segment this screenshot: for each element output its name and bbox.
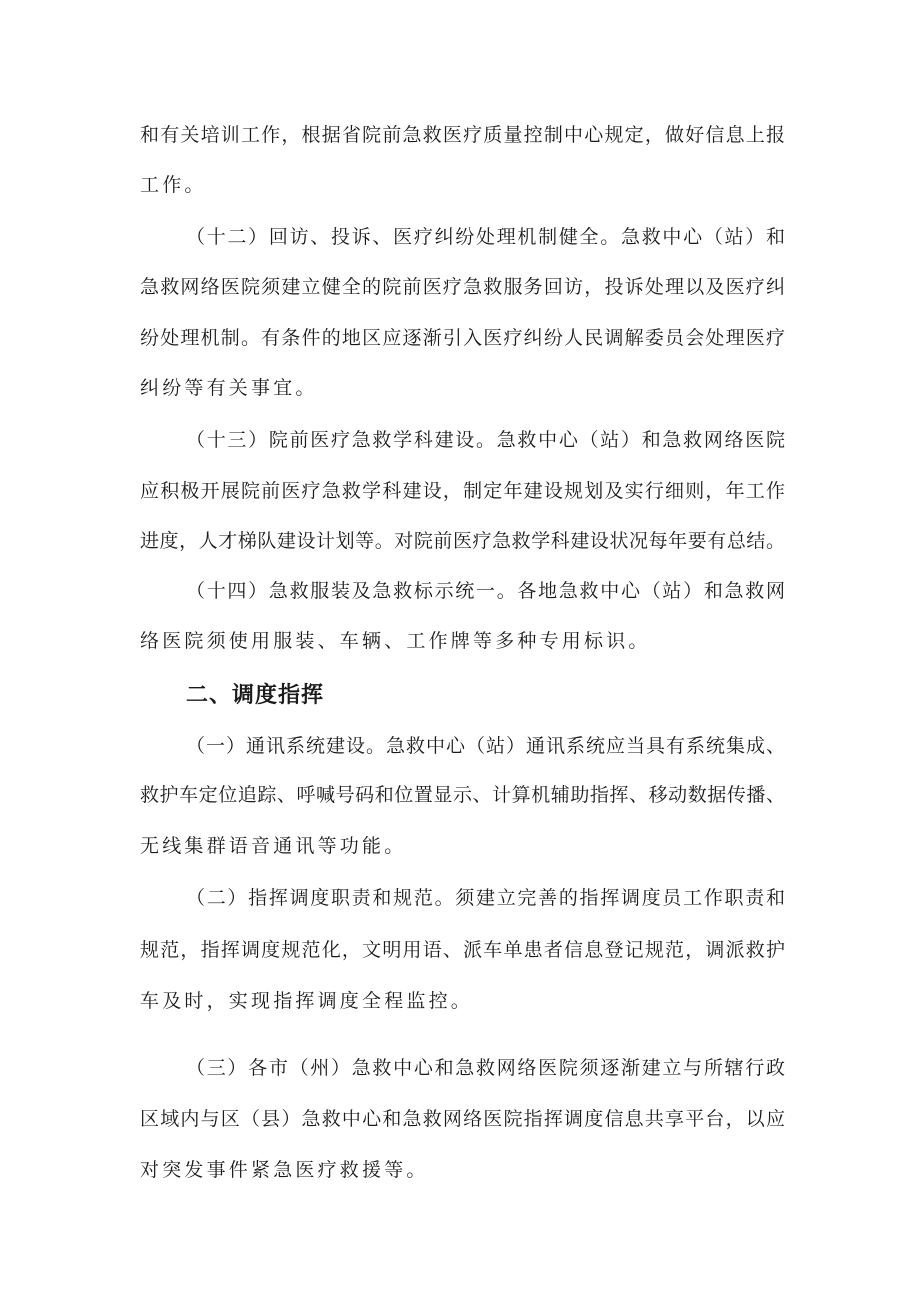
body-text-line: 和有关培训工作，根据省院前急救医疗质量控制中心规定，做好信息上报 (140, 124, 785, 146)
paragraph-2-line: 规范，指挥调度规范化，文明用语、派车单患者信息登记规范，调派救护 (140, 939, 785, 961)
paragraph-12-line: 纠纷等有关事宜。 (140, 377, 318, 399)
paragraph-3-line: （三）各市（州）急救中心和急救网络医院须逐渐建立与所辖行政 (186, 1057, 785, 1079)
paragraph-1-line: （一）通讯系统建设。急救中心（站）通讯系统应当具有系统集成、 (186, 735, 785, 757)
paragraph-1-line: 救护车定位追踪、呼喊号码和位置显示、计算机辅助指挥、移动数据传播、 (140, 784, 785, 806)
paragraph-13-line: （十三）院前医疗急救学科建设。急救中心（站）和急救网络医院 (186, 429, 785, 451)
paragraph-12-line: 急救网络医院须建立健全的院前医疗急救服务回访，投诉处理以及医疗纠 (140, 276, 785, 298)
section-heading: 二、调度指挥 (186, 683, 325, 708)
paragraph-13-line: 进度，人才梯队建设计划等。对院前医疗急救学科建设状况每年要有总结。 (140, 530, 785, 552)
paragraph-12-line: 纷处理机制。有条件的地区应逐渐引入医疗纠纷人民调解委员会处理医疗 (140, 327, 785, 349)
paragraph-12-line: （十二）回访、投诉、医疗纠纷处理机制健全。急救中心（站）和 (186, 226, 785, 248)
paragraph-14-line: （十四）急救服装及急救标示统一。各地急救中心（站）和急救网 (186, 580, 785, 602)
body-text-line: 工作。 (140, 174, 207, 196)
paragraph-14-line: 络医院须使用服装、车辆、工作牌等多种专用标识。 (140, 630, 651, 652)
paragraph-3-line: 对突发事件紧急医疗救援等。 (140, 1159, 429, 1181)
paragraph-2-line: （二）指挥调度职责和规范。须建立完善的指挥调度员工作职责和 (186, 887, 785, 909)
paragraph-1-line: 无线集群语音通讯等功能。 (140, 835, 407, 857)
paragraph-3-line: 区域内与区（县）急救中心和急救网络医院指挥调度信息共享平台，以应 (140, 1108, 785, 1130)
paragraph-2-line: 车及时，实现指挥调度全程监控。 (140, 990, 474, 1012)
paragraph-13-line: 应积极开展院前医疗急救学科建设，制定年建设规划及实行细则，年工作 (140, 480, 785, 502)
